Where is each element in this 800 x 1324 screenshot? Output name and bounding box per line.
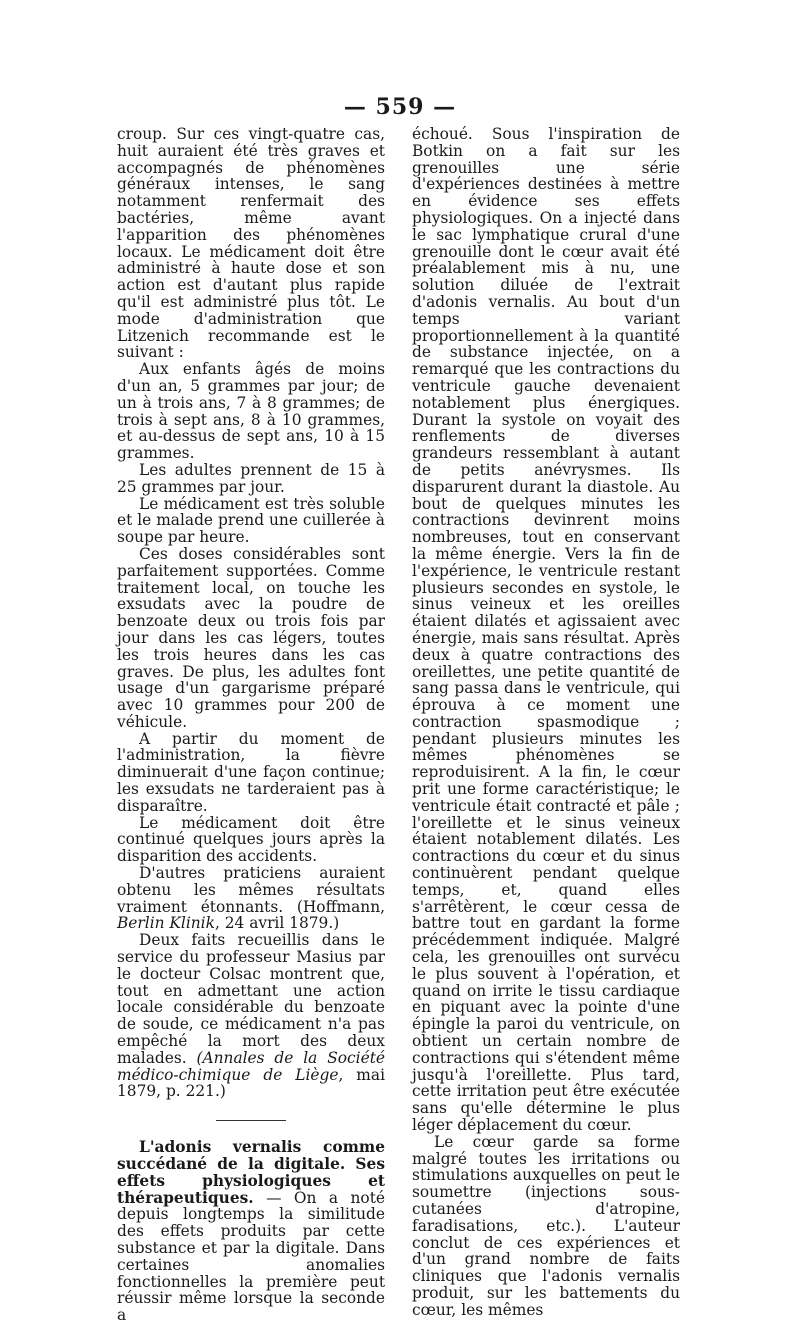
left-paragraph-6: A partir du moment de l'administration, la fièvre diminuerait d'une façon continue; les exsudats ne tarderaient pas à disparaître.: [117, 729, 385, 815]
left-column: [117, 126, 385, 1324]
citation-text: D'autres praticiens auraient obtenu les mêmes résultats vraiment étonnants. (Hoffmann,: [117, 864, 385, 916]
left-paragraph-7: Le médicament doit être continué quelques jours après la disparition des accidents.: [117, 813, 385, 866]
left-paragraph-8: [117, 865, 385, 932]
section-divider: [216, 1120, 286, 1121]
left-paragraph-2: Aux enfants âgés de moins d'un an, 5 grammes par jour; de un à trois ans, 7 à 8 grammes; de trois à sept ans, 8 à 10 grammes, et au-dessus de sept ans, 10 à 15 grammes.: [117, 360, 385, 463]
section-title: L'adonis vernalis comme succédané de la digitale. Ses effets physiologiques et thérapeutiques.: [117, 1138, 385, 1207]
left-paragraph-9: [117, 932, 385, 1100]
citation-date: , 24 avril 1879.): [214, 914, 340, 933]
citation-journal: Berlin Klinik: [117, 914, 215, 933]
left-paragraph-5: Ces doses considérables sont parfaitement supportées. Comme traitement local, on touche les exsudats avec la poudre de benzoate deux ou trois fois par jour dans les cas légers, toutes les trois heures dans les cas graves. De plus, les adultes font usage d'un gargarisme préparé avec 10 grammes pour 200 de véhicule.: [117, 544, 385, 731]
adonis-paragraph: [117, 1139, 385, 1324]
case-date: , mai 1879, p. 221.): [117, 1065, 385, 1101]
right-paragraph-1: échoué. Sous l'inspiration de Botkin on a fait sur les grenouilles une série d'expériences destinées à mettre en évidence ses effets physiologiques. On a injecté dans le sac lymphatique crural d'une grenouille dont le cœur avait été préalablement mis à nu, une solution diluée de l'extrait d'adonis vernalis. Au bout d'un temps variant proportionnellement à la quantité de substance injectée, on a remarqué que les contractions du ventricule gauche devenaient notablement plus énergiques. Durant la systole on voyait des renflements de diverses grandeurs ressemblant à autant de petits anévrysmes. Ils disparurent durant la diastole. Au bout de quelques minutes les contractions devinrent moins nombreuses, tout en conservant la même énergie. Vers la fin de l'expérience, le ventricule restant plusieurs secondes en systole, le sinus veineux et les oreilles étaient dilatés et agissaient avec énergie, mais sans résultat. Après deux à quatre contractions des oreillettes, une petite quantité de sang passa dans le ventricule, qui éprouva à ce moment une contraction spasmodique ; pendant plusieurs minutes les mêmes phénomènes se reproduisirent. A la fin, le cœur prit une forme caractéristique; le ventricule était contracté et pâle ; l'oreillette et le sinus veineux étaient notablement dilatés. Les contractions du cœur et du sinus continuèrent pendant quelque temps, et, quand elles s'arrêtèrent, le cœur cessa de battre tout en gardant la forme précédemment indiquée. Malgré cela, les grenouilles ont survécu le plus souvent à l'opération, et quand on irrite le tissu cardiaque en piquant avec la pointe d'une épingle la paroi du ventricule, on obtient un certain nombre de contractions qui s'étendent même jusqu'à l'oreillette. Plus tard, cette irritation peut être exécutée sans qu'elle détermine le plus léger déplacement du cœur.: [412, 125, 680, 1135]
case-text: Deux faits recueillis dans le service du professeur Masius par le docteur Colsac montrent que, tout en admettant une action locale considérable du benzoate de soude, ce médicament n'a pas empêché la mort des deux malades.: [117, 931, 385, 1067]
left-paragraph-4: Le médicament est très soluble et le malade prend une cuillerée à soupe par heure.: [117, 494, 385, 547]
right-column: [412, 126, 680, 1319]
left-paragraph-3: Les adultes prennent de 15 à 25 grammes par jour.: [117, 460, 385, 496]
case-journal: (Annales de la Société médico-chimique de Liège: [117, 1048, 385, 1084]
page-number: — 559 —: [343, 94, 457, 120]
section-body: — On a noté depuis longtemps la similitude des effets produits par cette substance et par la digitale. Dans certaines anomalies fonctionnelles la première peut réussir même lorsque la seconde a: [117, 1188, 385, 1324]
left-paragraph-1: croup. Sur ces vingt-quatre cas, huit auraient été très graves et accompagnés de phénomènes généraux intenses, le sang notamment renfermait des bactéries, même avant l'apparition des phénomènes locaux. Le médicament doit être administré à haute dose et son action est d'autant plus rapide qu'il est administré plus tôt. Le mode d'administration que Litzenich recommande est le suivant :: [117, 125, 385, 362]
right-paragraph-2: Le cœur garde sa forme malgré toutes les irritations ou stimulations auxquelles on peut le soumettre (injections sous-cutanées d'atropine, faradisations, etc.). L'auteur conclut de ces expériences et d'un grand nombre de faits cliniques que l'adonis vernalis produit, sur les battements du cœur, les mêmes: [412, 1132, 680, 1319]
